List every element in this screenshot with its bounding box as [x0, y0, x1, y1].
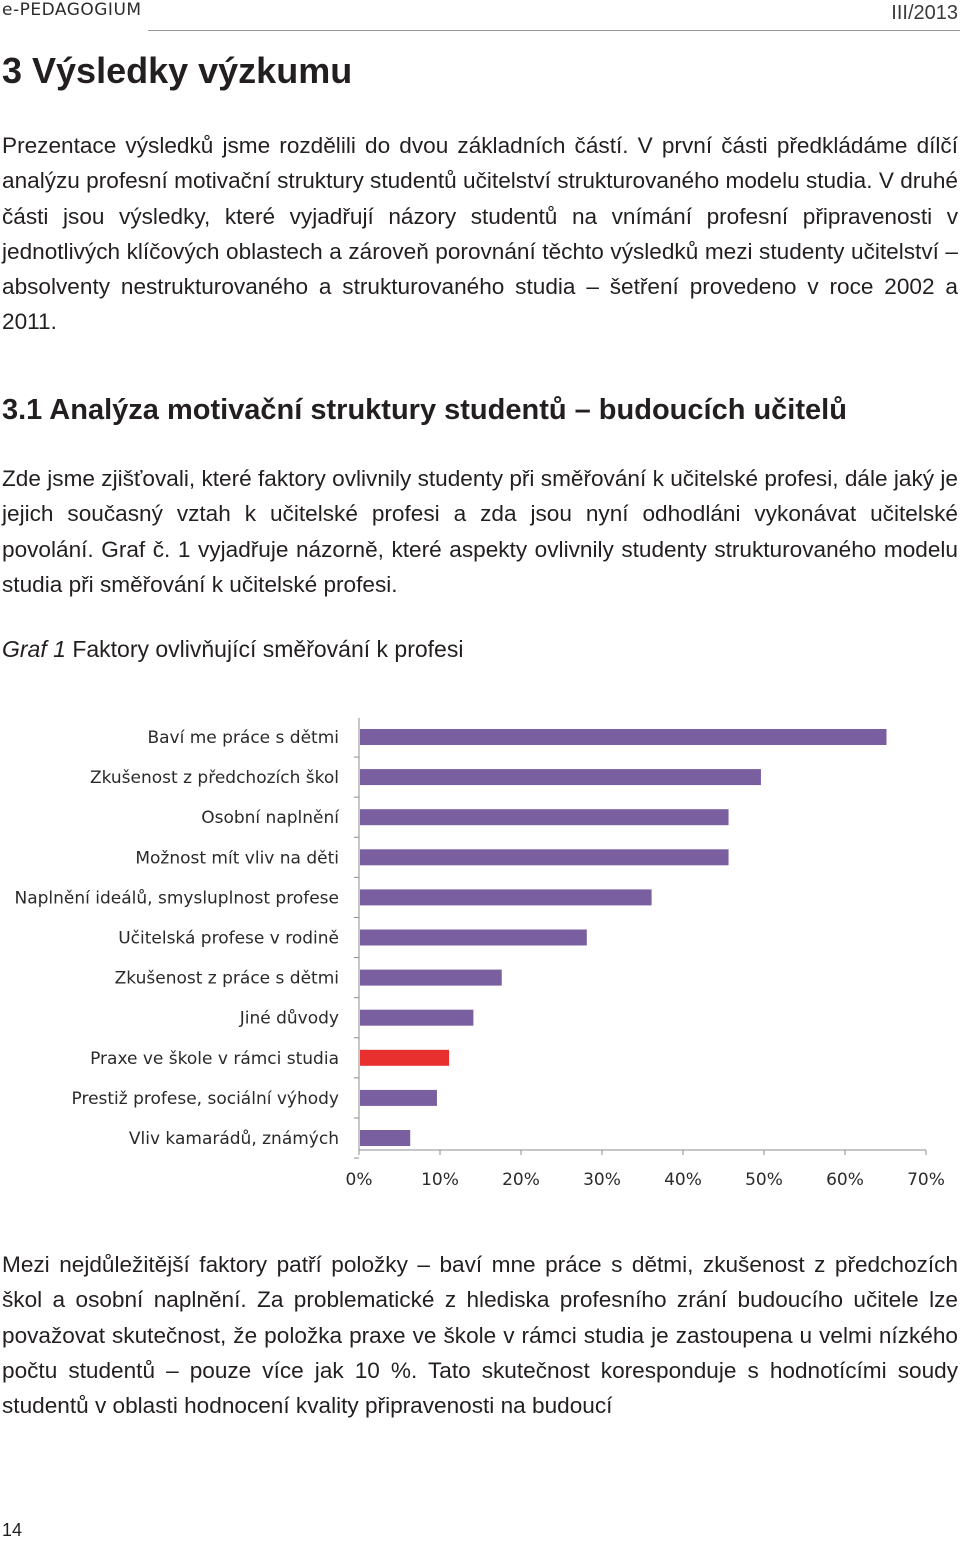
x-tick-label: 10% — [421, 1170, 459, 1190]
x-tick-label: 0% — [345, 1170, 373, 1190]
category-label: Učitelská profese v rodině — [118, 928, 339, 949]
subsection-paragraph: Zde jsme zjišťovali, které faktory ovlivnily studenty při směřování k učitelské profesi, dále jaký je jejich současný vztah k učitelské profesi a zda jsou nyní odhodláni vykonávat učitelské povolání. Graf č. 1 vyjadřuje názorně, které aspekty ovlivnily studenty strukturovaného modelu studia při směřování k učitelské profesi. — [2, 466, 958, 597]
bar-2 — [360, 769, 761, 785]
x-tick-label: 30% — [583, 1170, 621, 1190]
category-label: Baví me práce s dětmi — [147, 728, 339, 748]
section-title: 3 Výsledky výzkumu — [2, 50, 353, 91]
subsection-title: 3.1 Analýza motivační struktury studentů – budoucích učitelů — [2, 394, 847, 426]
category-label: Vliv kamarádů, známých — [128, 1129, 339, 1149]
header-rule — [148, 30, 960, 31]
figure-label: Graf 1 — [2, 636, 66, 662]
bar-4 — [360, 849, 729, 865]
bar-6 — [360, 930, 587, 946]
bar-7 — [360, 970, 502, 986]
page-header — [0, 0, 960, 34]
x-tick-label: 40% — [664, 1170, 702, 1190]
category-label: Jiné důvody — [239, 1008, 339, 1029]
bar-10 — [360, 1090, 437, 1106]
x-tick-label: 70% — [907, 1170, 945, 1190]
bar-5 — [360, 889, 652, 905]
category-label: Zkušenost z předchozích škol — [89, 768, 339, 789]
x-tick-label: 50% — [745, 1170, 783, 1190]
figure-title: Faktory ovlivňující směřování k profesi — [72, 636, 464, 662]
category-label: Zkušenost z práce s dětmi — [114, 968, 339, 989]
figure-caption — [2, 636, 463, 663]
bar-8 — [360, 1010, 473, 1026]
bar-1 — [360, 729, 887, 745]
chart-canvas — [0, 690, 960, 1220]
bar-11 — [360, 1130, 410, 1146]
page-number: 14 — [2, 1520, 23, 1540]
bar-chart — [0, 690, 960, 1220]
category-label: Prestiž profese, sociální výhody — [71, 1088, 339, 1109]
x-tick-label: 60% — [826, 1170, 864, 1190]
category-label: Praxe ve škole v rámci studia — [90, 1048, 339, 1069]
category-label: Možnost mít vliv na děti — [135, 848, 339, 869]
x-tick-label: 20% — [502, 1170, 540, 1190]
category-label: Osobní naplnění — [201, 808, 339, 829]
after-paragraph: Mezi nejdůležitější faktory patří položky – baví mne práce s dětmi, zkušenost z předchozích škol a osobní naplnění. Za problematické z hlediska profesního zrání budoucího učitele lze považovat skutečnost, že položka praxe ve škole v rámci studia je zastoupena u velmi nízkého počtu studentů – pouze více jak 10 %. Tato skutečnost koresponduje s hodnotícími soudy studentů v oblasti hodnocení kvality připravenosti na budoucí — [2, 1252, 958, 1419]
category-label: Naplnění ideálů, smysluplnost profese — [14, 888, 339, 909]
issue-number: III/2013 — [891, 2, 958, 24]
bar-3 — [360, 809, 729, 825]
bar-9 — [360, 1050, 449, 1066]
journal-logo: e-PEDAGOGIUM — [2, 0, 142, 20]
intro-paragraph: Prezentace výsledků jsme rozdělili do dvou základních částí. V první části předkládáme dílčí analýzu profesní motivační struktury studentů učitelství strukturovaného modelu studia. V druhé části jsou výsledky, které vyjadřují názory studentů na vnímání profesní připravenosti v jednotlivých klíčových oblastech a zároveň porovnání těchto výsledků mezi studenty učitelství – absolventy nestrukturovaného a strukturovaného studia – šetření provedeno v roce 2002 a 2011. — [2, 133, 958, 335]
